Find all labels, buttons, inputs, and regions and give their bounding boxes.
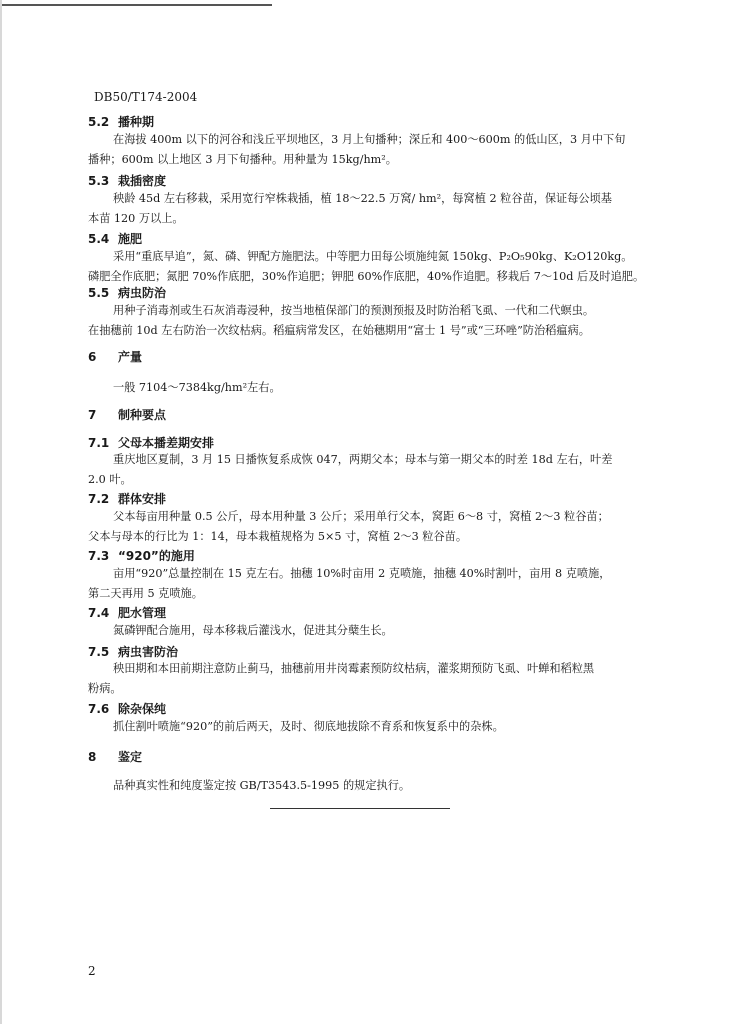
section-heading: 5.4 施肥 bbox=[88, 232, 143, 246]
section-body: 用种子消毒剂或生石灰消毒浸种，按当地植保部门的预测预报及时防治稻飞虱、一代和二代螟虫。 在抽穗前 10d 左右防治一次纹枯病。稻瘟病常发区，在始穗期用“富士 1 号”或“三环唑”防治稻瘟病。 bbox=[88, 304, 595, 337]
section-heading: 5.3 栽插密度 bbox=[88, 174, 167, 188]
section-heading: 5.5 病虫防治 bbox=[88, 286, 167, 300]
section-heading: 8 鉴定 bbox=[88, 750, 143, 764]
section-body: 秧田期和本田前期注意防止蓟马，抽穗前用井岗霉素预防纹枯病，灌浆期预防飞虱、叶蝉和稻粒黑 粉病。 bbox=[88, 662, 595, 695]
document-id: DB50/T174-2004 bbox=[94, 90, 198, 104]
section-body: 一般 7104～7384kg/hm²左右。 bbox=[113, 381, 281, 394]
scan-edge bbox=[0, 0, 2, 1024]
section-body: 采用“重底早追”，氮、磷、钾配方施肥法。中等肥力田每公顷施纯氮 150kg、P₂O₅90kg、K₂O120kg。 磷肥全作底肥；氮肥 70%作底肥，30%作追肥；钾肥 60%作底肥，40%作追肥。移栽后 7～10d 后及时追肥。 bbox=[88, 250, 645, 283]
section-body: 在海拔 400m 以下的河谷和浅丘平坝地区，3 月上旬播种；深丘和 400～600m 的低山区，3 月中下旬 播种；600m 以上地区 3 月下旬播种。用种量为 15kg/hm²。 bbox=[88, 133, 626, 166]
end-of-document-rule bbox=[270, 808, 450, 809]
section-heading: 7.1 父母本播差期安排 bbox=[88, 436, 215, 450]
section-body: 秧龄 45d 左右移栽，采用宽行窄株栽插，植 18～22.5 万窝/ hm²，每窝植 2 粒谷苗，保证每公顷基 本苗 120 万以上。 bbox=[88, 192, 612, 225]
top-rule bbox=[0, 4, 272, 6]
section-heading: 7.5 病虫害防治 bbox=[88, 645, 179, 659]
page-number: 2 bbox=[88, 964, 96, 978]
section-heading: 7.4 肥水管理 bbox=[88, 606, 167, 620]
section-heading: 7 制种要点 bbox=[88, 408, 167, 422]
section-body: 品种真实性和纯度鉴定按 GB/T3543.5-1995 的规定执行。 bbox=[113, 779, 411, 792]
section-body: 亩用“920”总量控制在 15 克左右。抽穗 10%时亩用 2 克喷施，抽穗 40%时割叶，亩用 8 克喷施， 第二天再用 5 克喷施。 bbox=[88, 567, 611, 600]
section-heading: 6 产量 bbox=[88, 350, 143, 364]
section-body: 父本每亩用种量 0.5 公斤，母本用种量 3 公斤；采用单行父本，窝距 6～8 寸，窝植 2～3 粒谷苗； 父本与母本的行比为 1：14，母本栽植规格为 5×5 寸，窝植 2～3 粒谷苗。 bbox=[88, 510, 609, 543]
section-body: 氮磷钾配合施用，母本移栽后灌浅水，促进其分蘖生长。 bbox=[113, 624, 393, 637]
section-heading: 7.3 “920”的施用 bbox=[88, 549, 195, 563]
section-heading: 7.6 除杂保纯 bbox=[88, 702, 167, 716]
section-heading: 5.2 播种期 bbox=[88, 115, 155, 129]
section-body: 重庆地区夏制，3 月 15 日播恢复系成恢 047，两期父本；母本与第一期父本的时差 18d 左右，叶差 2.0 叶。 bbox=[88, 453, 613, 486]
section-body: 抓住割叶喷施“920”的前后两天，及时、彻底地拔除不育系和恢复系中的杂株。 bbox=[113, 720, 504, 733]
section-heading: 7.2 群体安排 bbox=[88, 492, 167, 506]
